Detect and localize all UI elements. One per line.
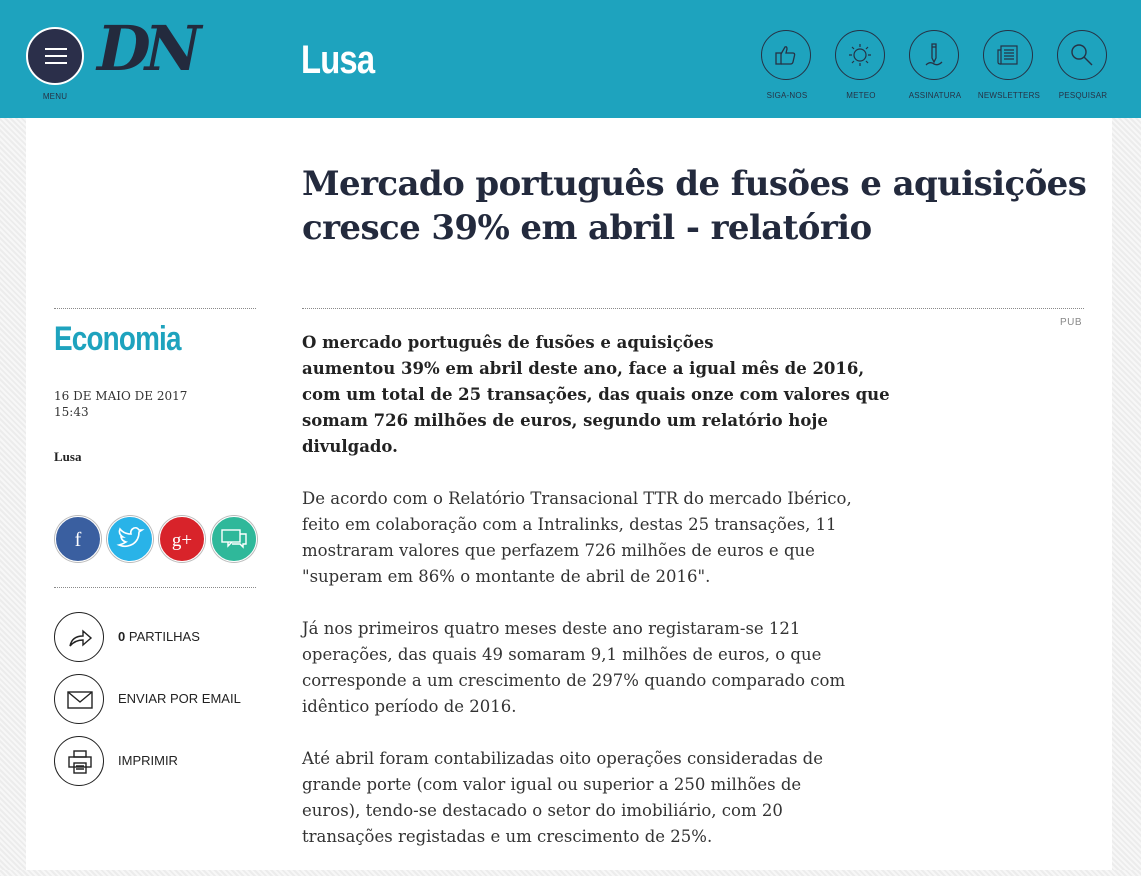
article-divider: [302, 308, 1084, 309]
paragraph-line: mostraram valores que perfazem 726 milhões de euros e que: [302, 541, 815, 560]
google-plus-icon: [160, 517, 204, 561]
paragraph-line: "superam em 86% o montante de abril de 2016".: [302, 567, 711, 586]
title-line-2: cresce 39% em abril - relatório: [302, 208, 872, 248]
category-link[interactable]: Economia: [54, 320, 181, 358]
share-count-text: [118, 629, 200, 644]
subscription-label: ASSINATURA: [908, 91, 962, 100]
paragraph-line: idêntico período de 2016.: [302, 697, 517, 716]
lead-line: O mercado português de fusões e aquisições: [302, 333, 714, 352]
printer-icon: [67, 749, 93, 775]
thumbs-up-icon: [774, 43, 798, 67]
share-count-label: PARTILHAS: [128, 629, 200, 644]
email-label: ENVIAR POR EMAIL: [118, 691, 241, 706]
weather-label: METEO: [846, 91, 876, 100]
section-title[interactable]: Lusa: [301, 38, 375, 82]
paragraph-line: Já nos primeiros quatro meses deste ano registaram-se 121: [302, 619, 801, 638]
article-body: [302, 330, 892, 876]
svg-text:g+: g+: [171, 530, 193, 551]
print-label: IMPRIMIR: [118, 753, 178, 768]
menu-label: MENU: [42, 92, 68, 101]
paragraph: [302, 616, 892, 720]
publish-date-day: 16 DE MAIO DE 2017: [54, 389, 188, 403]
author[interactable]: Lusa: [54, 449, 82, 464]
hamburger-icon-line: [45, 55, 67, 57]
share-arrow-icon: [67, 625, 93, 651]
search-label: PESQUISAR: [1058, 91, 1108, 100]
twitter-icon: [108, 517, 152, 561]
newspaper-icon: [996, 43, 1020, 67]
follow-us-circle: [761, 30, 811, 80]
publish-date: [54, 388, 187, 420]
newsletters-button[interactable]: [974, 30, 1044, 110]
article-panel: [26, 118, 1112, 870]
lead-line: somam 726 milhões de euros, segundo um relatório hoje: [302, 411, 828, 430]
menu-button[interactable]: [26, 27, 84, 85]
google-plus-share-button[interactable]: [159, 516, 205, 562]
lead-line: aumentou 39% em abril deste ano, face a igual mês de 2016,: [302, 359, 865, 378]
search-circle: [1057, 30, 1107, 80]
share-divider: [54, 587, 256, 588]
paragraph: [302, 486, 892, 590]
follow-us-label: SIGA-NOS: [766, 91, 808, 100]
lead-line: com um total de 25 transações, das quais onze com valores que: [302, 385, 890, 404]
sidebar-divider: [54, 308, 256, 309]
newsletters-circle: [983, 30, 1033, 80]
paragraph: [302, 746, 892, 850]
paragraph-line: corresponde a um crescimento de 297% quando comparado com: [302, 671, 846, 690]
pen-icon: [922, 43, 946, 67]
search-icon: [1070, 43, 1094, 67]
paragraph-line: euros), tendo-se destacado o setor do imobiliário, com 20: [302, 801, 783, 820]
follow-us-button[interactable]: [752, 30, 822, 110]
search-button[interactable]: [1048, 30, 1118, 110]
site-logo[interactable]: DN: [97, 12, 196, 85]
weather-circle: [835, 30, 885, 80]
share-count: 0: [118, 629, 126, 644]
print-ring: [54, 736, 104, 786]
share-ring: [54, 612, 104, 662]
comments-button[interactable]: [211, 516, 257, 562]
paragraph-line: operações, das quais 49 somaram 9,1 milhões de euros, o que: [302, 645, 822, 664]
email-ring: [54, 674, 104, 724]
facebook-share-button[interactable]: [55, 516, 101, 562]
newsletters-label: NEWSLETTERS: [977, 91, 1041, 100]
lead-line: divulgado.: [302, 437, 398, 456]
facebook-icon: [56, 517, 100, 561]
subscription-button[interactable]: [900, 30, 970, 110]
envelope-icon: [67, 687, 93, 713]
hamburger-icon: [45, 48, 67, 50]
paragraph-line: feito em colaboração com a Intralinks, destas 25 transações, 11: [302, 515, 837, 534]
svg-text:f: f: [74, 529, 82, 551]
comments-icon: [212, 517, 256, 561]
ad-label: PUB: [1060, 317, 1083, 328]
subscription-circle: [909, 30, 959, 80]
paragraph-line: De acordo com o Relatório Transacional TTR do mercado Ibérico,: [302, 489, 852, 508]
hamburger-icon-line: [45, 62, 67, 64]
publish-time: 15:43: [54, 405, 89, 419]
paragraph-line: transações registadas e um crescimento de 25%.: [302, 827, 713, 846]
sun-icon: [848, 43, 872, 67]
twitter-share-button[interactable]: [107, 516, 153, 562]
paragraph-line: Até abril foram contabilizadas oito operações consideradas de: [302, 749, 824, 768]
article-title: [302, 162, 1092, 250]
paragraph-line: grande porte (com valor igual ou superior a 250 milhões de: [302, 775, 802, 794]
article-lead: [302, 330, 892, 460]
weather-button[interactable]: [826, 30, 896, 110]
site-header: [0, 0, 1141, 118]
title-line-1: Mercado português de fusões e aquisições: [302, 164, 1087, 204]
